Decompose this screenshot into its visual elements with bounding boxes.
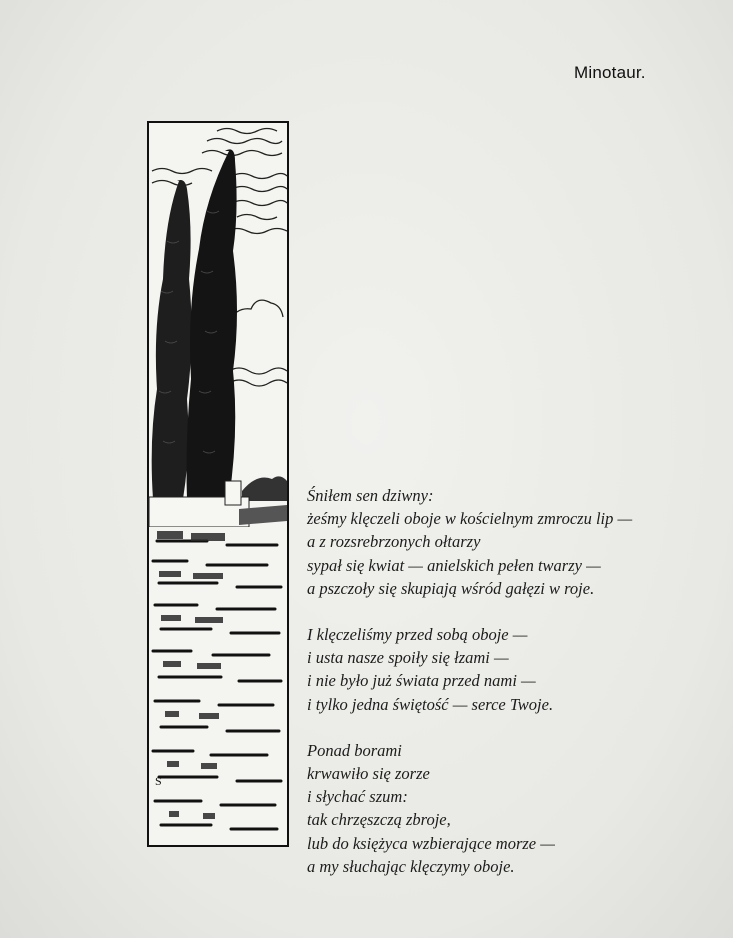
poem-line: lub do księżyca wzbierające morze — — [307, 833, 555, 853]
poem-line: i usta nasze spoiły się łzami — — [307, 648, 509, 668]
poem-line: a my słuchając klęczymy oboje. — [307, 856, 515, 876]
stanza-2 — [307, 623, 717, 716]
poem-line: i słychać szum: — [307, 787, 408, 807]
poem-line: Ponad borami — [307, 740, 402, 760]
woodcut-illustration — [147, 121, 289, 847]
cypress-lake-illustration — [147, 121, 289, 847]
stanza-1 — [307, 484, 717, 600]
poem-line: Śniłem sen dziwny: — [307, 486, 434, 505]
stanza-3 — [307, 739, 717, 878]
poem-line: tak chrzęszczą zbroje, — [307, 810, 451, 830]
poem-line: sypał się kwiat — anielskich pełen twarzy — — [307, 555, 601, 575]
artist-signature: S — [155, 774, 162, 788]
poem-line: a pszczoły się skupiają wśród gałęzi w roje. — [307, 578, 595, 598]
poem-line: a z rozsrebrzonych ołtarzy — [307, 532, 481, 552]
poem-line: I klęczeliśmy przed sobą oboje — — [307, 625, 528, 645]
poem-line: krwawiło się zorze — [307, 764, 430, 784]
poem-line: i nie było już świata przed nami — — [307, 671, 536, 691]
running-head: Minotaur. — [574, 63, 646, 82]
poem — [307, 484, 717, 901]
poem-line: żeśmy klęczeli oboje w kościelnym zmroczu lip — — [307, 509, 633, 529]
poem-line: i tylko jedna świętość — serce Twoje. — [307, 694, 554, 714]
